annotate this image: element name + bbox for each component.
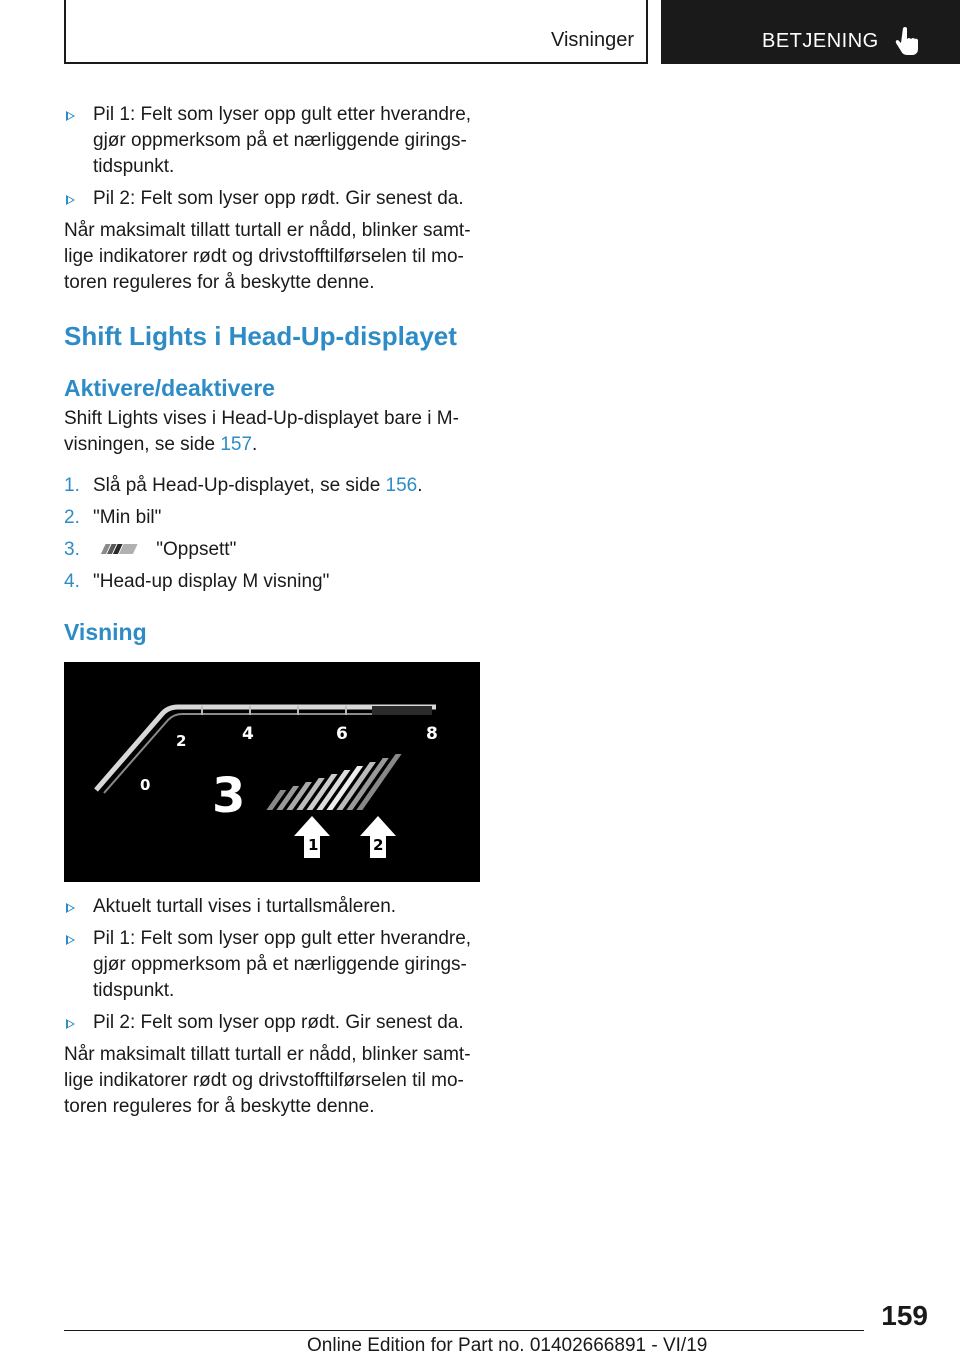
subsection-title-activate: Aktivere/deaktivere [64, 375, 275, 401]
tick-label: 6 [336, 724, 348, 744]
list-item: Aktuelt turtall vises i turtallsmåleren. [64, 894, 484, 920]
list-item: 2. "Min bil" [64, 507, 162, 528]
tick-label: 4 [242, 724, 254, 744]
bullet-text: Pil 2: Felt som lyser opp rødt. Gir senest da. [93, 188, 464, 209]
bullet-triangle-icon [66, 935, 75, 945]
bullet-triangle-icon [66, 195, 75, 205]
bottom-bullet-list [64, 894, 484, 1120]
top-bullet-list [64, 102, 484, 296]
header-chapter-tab [661, 0, 960, 64]
header-section-title: Visninger [550, 29, 634, 51]
arrow-label: 2 [373, 836, 384, 854]
subsection-title-display: Visning [64, 619, 147, 645]
list-item: 4. "Head-up display M visning" [64, 571, 330, 592]
arrow-label: 1 [308, 836, 319, 854]
page-ref-link[interactable]: 156 [385, 475, 418, 496]
shift-light-segments [266, 754, 401, 810]
tick-label: 8 [426, 724, 438, 744]
list-item: 3. "Oppsett" [64, 539, 237, 560]
section-title: Shift Lights i Head-Up-displayet [64, 321, 457, 351]
list-item [64, 186, 484, 212]
list-item: Pil 2: Felt som lyser opp rødt. Gir senest da. [64, 1010, 484, 1036]
bullet-text: Pil 1: Felt som lyser opp gult etter hverandre, gjør oppmerksom på et nærliggende girings-tidspunkt. [93, 104, 472, 177]
list-item [64, 102, 484, 180]
activate-intro: Shift Lights vises i Head-Up-displayet bare i M-visningen, se side 157. [64, 408, 459, 455]
tick-label: 2 [176, 732, 187, 750]
bullet-triangle-icon [66, 1019, 75, 1029]
gear-indicator: 3 [212, 768, 246, 824]
body-paragraph: Når maksimalt tillatt turtall er nådd, blinker samt-lige indikatorer rødt og drivstofftilførselen til mo-toren reguleres for å beskytte denne. [64, 1044, 471, 1117]
page-number: 159 [881, 1300, 928, 1331]
list-item: Pil 1: Felt som lyser opp gult etter hverandre, gjør oppmerksom på et nærliggende girings-tidspunkt. [64, 926, 484, 1004]
footer-divider [64, 1330, 864, 1331]
footer-edition: Online Edition for Part no. 01402666891 - VI/19 [307, 1335, 708, 1356]
header-section-box [64, 0, 648, 64]
hand-pointer-icon [895, 26, 921, 56]
bullet-triangle-icon [66, 111, 75, 121]
header-chapter-title: BETJENING [762, 30, 879, 52]
tick-label: 0 [140, 776, 151, 794]
shift-lights-figure [64, 662, 480, 882]
bullet-triangle-icon [66, 903, 75, 913]
page-ref-link[interactable]: 157 [220, 434, 253, 455]
body-paragraph: Når maksimalt tillatt turtall er nådd, blinker samt-lige indikatorer rødt og drivstofftilførselen til mo-toren reguleres for å beskytte denne. [64, 220, 471, 293]
list-item: 1. Slå på Head-Up-displayet, se side 156. [64, 475, 423, 496]
steps-list [64, 473, 484, 595]
m-stripes-icon [93, 541, 141, 557]
